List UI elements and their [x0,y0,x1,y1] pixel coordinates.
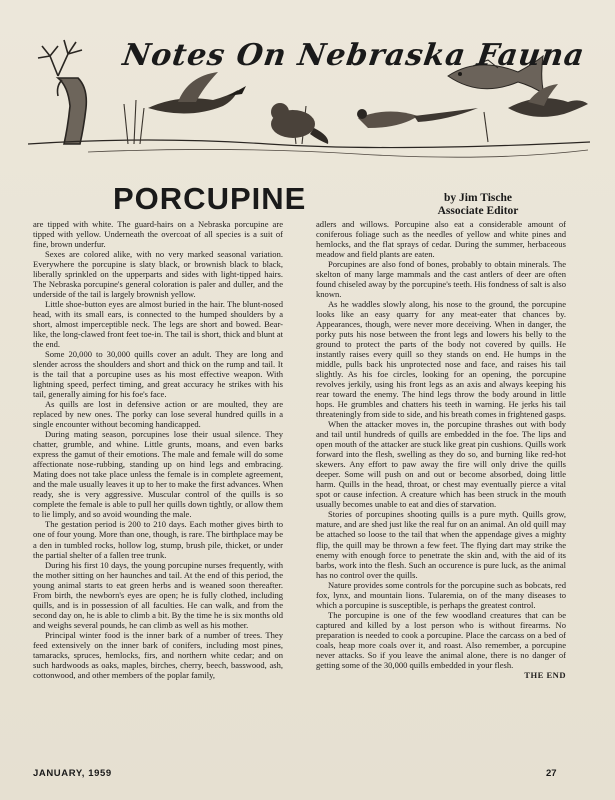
paragraph: When the attacker moves in, the porcupine thrashes out with body and tail until hundreds of quills are embedded in the foe. The lips and open mouth of the attacker are stuck like great pin cushions. Quills work forward into the flesh, swelling as they do so, and burning like red-hot skewers. Any effort to paw away the fire will only drive the quills deeper. Some will push on and out or become absorbed, doing little harm. Quills in the head, throat, or chest may eventually pierce a vital spot or cause infection. A creature which has been struck in the mouth usually becomes unable to eat and dies of starvation. [316,419,566,510]
paragraph: Porcupines are also fond of bones, probably to obtain minerals. The skelton of many large mammals and the cast antlers of deer are often found chiseled away by the porcupine's teeth. His fondness of salt is also known. [316,259,566,300]
paragraph: Stories of porcupines shooting quills is a pure myth. Quills grow, mature, and are shed just like the real fur on an animal. An old quill may be attached so loose to the tail that when the appendage gives a mighty flip, the quill may be thrown a few feet. The flying dart may strike the enemy with enough force to penetrate the skin and, with the aid of its barbs, work into the flesh. Such an occurence is pure luck, as the animal has no control over the quills. [316,509,566,580]
paragraph: Little shoe-button eyes are almost buried in the hair. The blunt-nosed head, with its small ears, is connected to the humped shoulders by a short, almost imperceptible neck. The legs are short and bowed. Bear-like, the long-clawed front feet toe-in. The tail is short, thick and blunt at the end. [33,299,283,350]
paragraph: Some 20,000 to 30,000 quills cover an adult. They are long and slender across the shoulders and short and thick on the rump and tail. It is the tail that a porcupine uses as his most effective weapon. With lightning speed, perfect timing, and great accuracy he strikes with his tail, generally aiming for his foe's face. [33,349,283,400]
paragraph: Principal winter food is the inner bark of a number of trees. They feed extensively on the inner bark of conifers, including most pines, tamaracks, spruces, hemlocks, firs, and northern white cedar; and on such hardwoods as oaks, maples, birches, cherry, beech, basswood, ash, cottonwood, and other members of the poplar family, [33,629,283,680]
paragraph: As he waddles slowly along, his nose to the ground, the porcupine looks like an easy quarry for any meat-eater that chances by. Appearances, though, were never more deceiving. When in danger, the porky puts his nose between the front legs and lowers his belly to the ground to protect the parts of the body not covered by quills. He instantly raises every quill so they stands on end. He humps in the middle, pulls back his unprotected nose and face, and raises his tail slightly. As his foe circles, looking for an opening, the porcupine revolves jerkily, using his front legs as an axis and always keeping his rear toward the enemy. The hind legs throw the body around in little hops. He grumbles and chatters his teeth in warning. He jerks his tail threateningly from side to side, and his breath comes in frightened gasps. [316,299,566,420]
goose-illustration [148,72,246,114]
article-title: PORCUPINE [113,181,307,216]
banner-title: Notes On Nebraska Fauna [120,38,588,73]
paragraph: The gestation period is 200 to 210 days. Each mother gives birth to one of four young. More than one, though, is rare. The birthplace may be a den in tumbled rocks, hollow log, stump, brush pile, thicket, or under the partial shelter of a fallen tree trunk. [33,519,283,560]
paragraph: During his first 10 days, the young porcupine nurses frequently, with the mother sitting on her haunches and tail. At the end of this period, the young animal starts to eat green herbs and is weaned soon thereafter. From birth, the newborn's eyes are open; he is fully clothed, including quills, and is in possession of all faculties. He can walk, and from the second day on, he is able to climb a bit. By the time he is six months old and weighs several pounds, he can climb as well as his mother. [33,559,283,630]
duck-illustration [508,84,588,117]
paragraph: The porcupine is one of the few woodland creatures that can be captured and killed by a lost person who is without firearms. No preparation is needed to cook a porcupine. Place the carcass on a bed of coals, heap more coals over it, and roast. Also remember, a porcupine never attacks. So if you leave the animal alone, there is no danger of getting some of the 30,000 quills embedded in your flesh. [316,609,566,670]
masthead-banner [28,16,590,166]
pheasant-illustration [357,108,478,128]
paragraph: Sexes are colored alike, with no very marked seasonal variation. Everywhere the porcupine is slaty black, or brownish black to black, liberally sprinkled on the upperparts and sides with light-tipped hairs. The Nebraska porcupine's general coloration is paler and duller, and the underside of the tail is largely brownish yellow. [33,249,283,300]
paragraph: As quills are lost in defensive action or are moulted, they are replaced by new ones. The porky can lose several hundred quills in a single encounter without becoming handicapped. [33,399,283,430]
article-column-right [316,219,566,759]
end-mark: THE END [524,669,566,680]
paragraph: Nature provides some controls for the porcupine such as bobcats, red fox, lynx, and mountain lions. Tularemia, on of the many diseases to which a porcupine is susceptible, is perhaps the greatest control. [316,579,566,610]
paragraph: During mating season, porcupines lose their usual silence. They chatter, grumble, and whine. Little grunts, moans, and even barks express the gamut of their emotions. The male and female will do some affectionate nose-rubbing, standing up on hind legs and embracing. Mating does not take place unless the female is in complete agreement, and the male usually leaves it up to her to make the first advances. When ready, she is very aggressive. Muscular control of the quills is so complete the female is able to pull her quills down tightly, or allow them to lie limply, and so avoid wounding the male. [33,429,283,520]
article-column-left [33,219,283,759]
byline-author: by Jim Tische [444,192,512,204]
paragraph: are tipped with white. The guard-hairs on a Nebraska porcupine are tipped with yellow. Underneath the overcoat of all species is a suit of fine, brown underfur. [33,219,283,250]
page-number: 27 [546,768,557,779]
beaver-illustration [271,103,328,144]
paragraph: adlers and willows. Porcupine also eat a considerable amount of coniferous foliage such as the needles of yellow and white pines and hemlocks, and the flat sprays of cedar. During the summer, herbaceous meadow and field plants are eaten. [316,219,566,260]
byline [398,192,558,218]
deer-illustration [38,40,86,144]
issue-date: JANUARY, 1959 [33,768,112,779]
byline-role: Associate Editor [437,205,519,217]
